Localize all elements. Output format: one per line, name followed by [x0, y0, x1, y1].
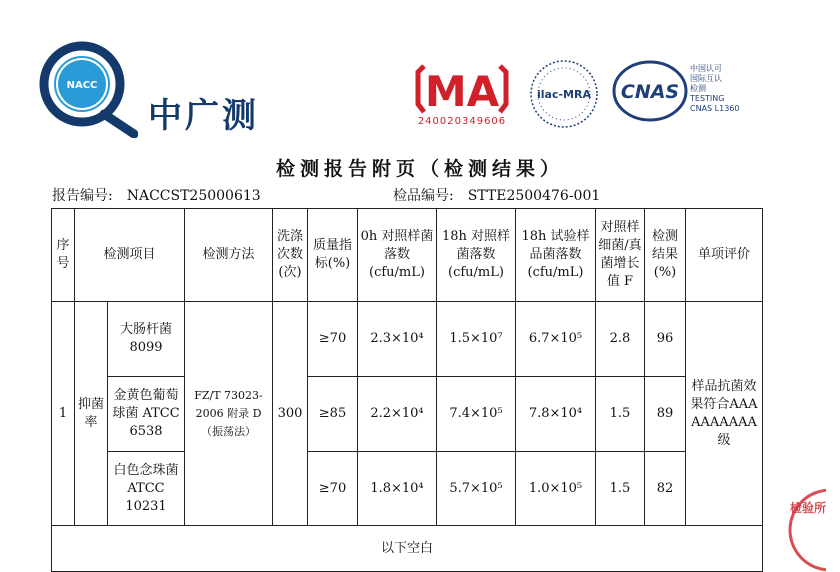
row-number: 1	[52, 302, 75, 526]
ilac-label: ilac-MRA	[537, 88, 591, 101]
cnas-line: 中国认可	[690, 64, 722, 73]
blank-note: 以下空白	[52, 526, 763, 572]
cnas-line: 检测	[690, 84, 706, 93]
organism-cell: 金黄色葡萄球菌 ATCC 6538	[108, 377, 185, 452]
result-table	[51, 208, 763, 572]
result-cell: 96	[645, 302, 686, 377]
cnas-label: CNAS	[620, 81, 680, 103]
c0-cell: 1.8×10⁴	[358, 452, 437, 526]
report-number: 报告编号: NACCST25000613	[52, 188, 261, 204]
index-cell: ≥85	[308, 377, 358, 452]
f-cell: 1.5	[596, 452, 645, 526]
category-cell: 抑菌率	[75, 302, 108, 526]
evaluation-cell: 样品抗菌效果符合AAAAAAAAAA级	[686, 302, 763, 526]
index-cell: ≥70	[308, 452, 358, 526]
cnas-line: 国际互认	[690, 74, 722, 83]
table-header-row	[52, 209, 763, 302]
header-cell: 18h 试验样品菌落数(cfu/mL)	[516, 209, 596, 302]
ma-number: 240020349606	[417, 116, 507, 127]
header-cell: 检测结果(%)	[645, 209, 686, 302]
stamp-text: 检验所	[790, 501, 826, 515]
c18-cell: 7.4×10⁵	[437, 377, 516, 452]
header-cell: 对照样细菌/真菌增长值 F	[596, 209, 645, 302]
index-cell: ≥70	[308, 302, 358, 377]
table-row	[52, 302, 763, 377]
result-cell: 89	[645, 377, 686, 452]
header-cell: 检测项目	[75, 209, 185, 302]
result-cell: 82	[645, 452, 686, 526]
ma-label: MA	[424, 67, 500, 116]
header-cell: 单项评价	[686, 209, 763, 302]
cnas-icon	[612, 60, 688, 122]
cnas-line: TESTING	[690, 94, 725, 103]
cnas-line: CNAS L1360	[690, 104, 740, 113]
table-footer-row	[52, 526, 763, 572]
header-cell: 序号	[52, 209, 75, 302]
c18-cell: 5.7×10⁵	[437, 452, 516, 526]
nacc-logo-icon	[38, 38, 138, 138]
f-cell: 2.8	[596, 302, 645, 377]
f-cell: 1.5	[596, 377, 645, 452]
header-cell: 洗涤次数(次)	[273, 209, 308, 302]
c0-cell: 2.3×10⁴	[358, 302, 437, 377]
header-cell: 0h 对照样菌落数(cfu/mL)	[358, 209, 437, 302]
seal-stamp-icon	[786, 488, 826, 572]
organism-cell: 大肠杆菌 8099	[108, 302, 185, 377]
header-cell: 18h 对照样菌落数(cfu/mL)	[437, 209, 516, 302]
header-cell: 检测方法	[185, 209, 273, 302]
logo-badge: NACC	[66, 80, 98, 91]
cnas-caption	[690, 64, 739, 114]
c0-cell: 2.2×10⁴	[358, 377, 437, 452]
t18-cell: 6.7×10⁵	[516, 302, 596, 377]
table-row	[52, 452, 763, 526]
t18-cell: 7.8×10⁴	[516, 377, 596, 452]
organism-cell: 白色念珠菌 ATCC 10231	[108, 452, 185, 526]
ilac-mra-icon	[528, 58, 600, 130]
company-logo-text: 中广测	[148, 96, 259, 136]
wash-times-cell: 300	[273, 302, 308, 526]
page-title: 检测报告附页（检测结果）	[275, 158, 564, 180]
t18-cell: 1.0×10⁵	[516, 452, 596, 526]
header-cell: 质量指标(%)	[308, 209, 358, 302]
method-cell: FZ/T 73023-2006 附录 D（振荡法）	[185, 302, 273, 526]
table-row	[52, 377, 763, 452]
sample-number: 检品编号: STTE2500476-001	[393, 188, 601, 204]
c18-cell: 1.5×10⁷	[437, 302, 516, 377]
